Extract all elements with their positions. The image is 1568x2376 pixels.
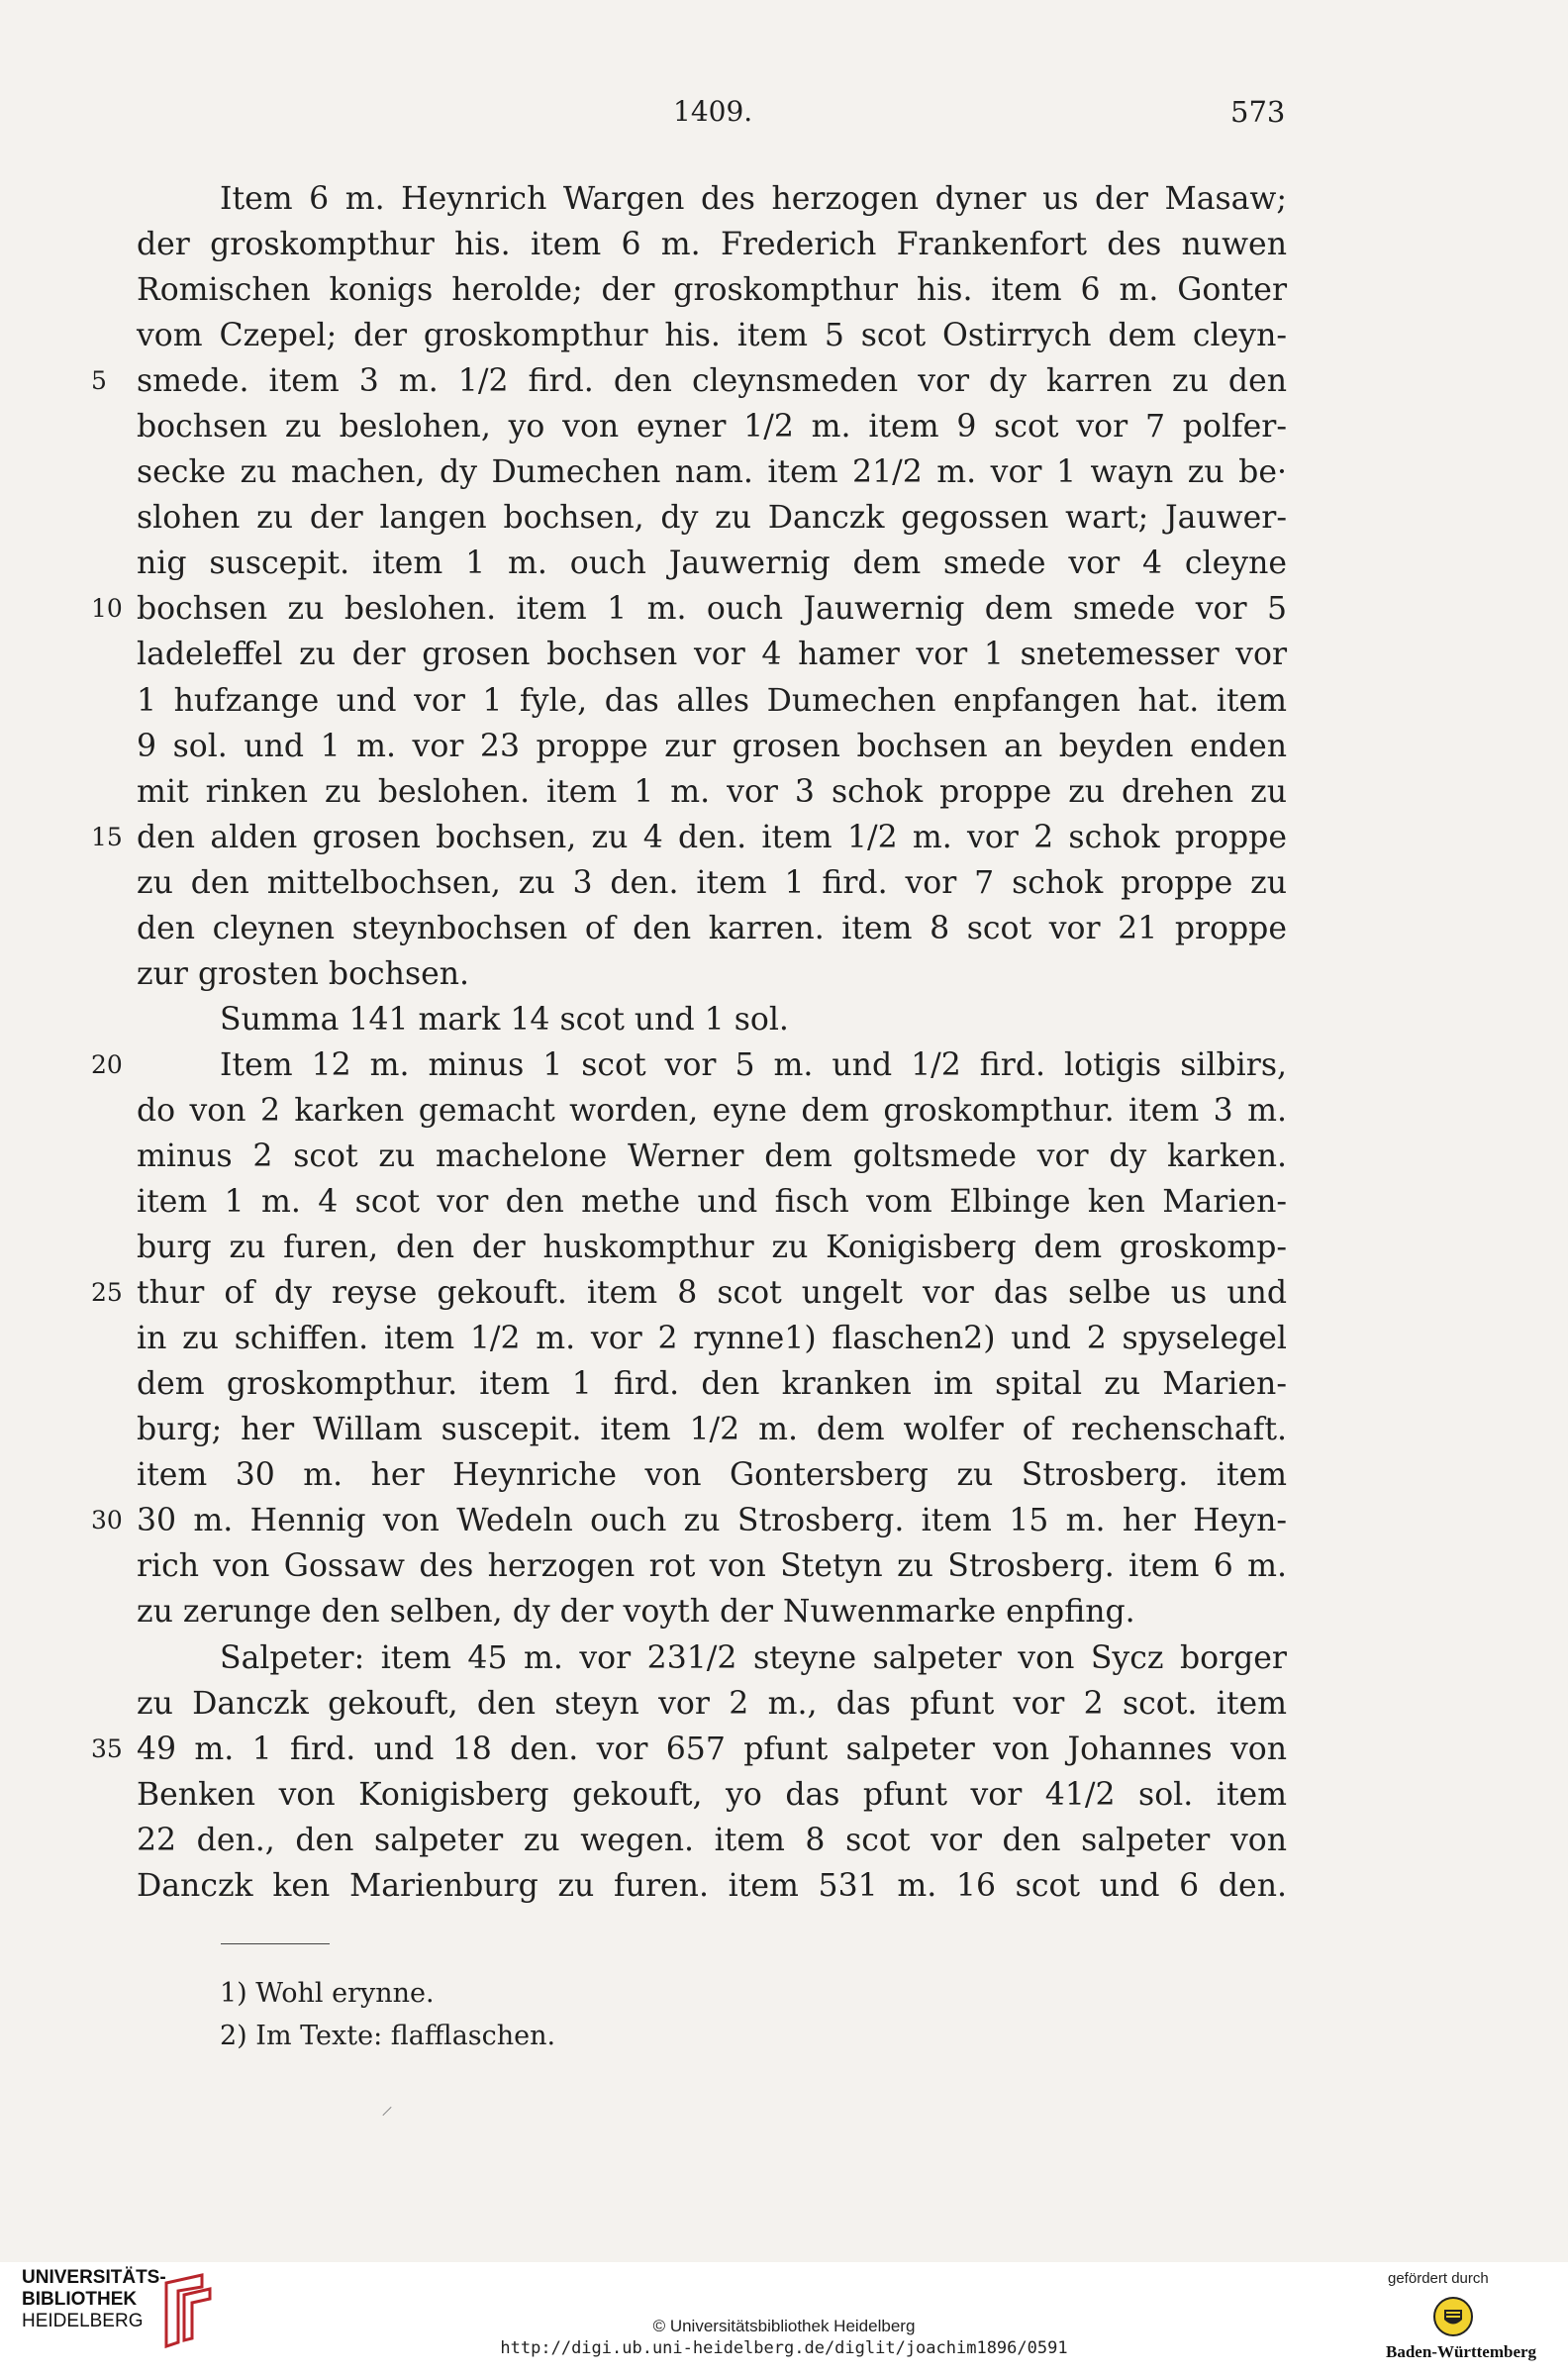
- text-line: [137, 997, 1287, 1042]
- line-text: 9 sol. und 1 m. vor 23 proppe zur grosen bochsen an beyden enden: [137, 728, 1287, 764]
- line-text: burg; her Willam suscepit. item 1/2 m. dem wolfer of rechenschaft.: [137, 1412, 1287, 1448]
- line-text: vom Czepel; der groskompthur his. item 5 scot Ostirrych dem cleyn-: [137, 318, 1287, 354]
- line-text: 1 hufzange und vor 1 fyle, das alles Dumechen enpfangen hat. item: [137, 682, 1287, 719]
- line-number: 30: [91, 1506, 123, 1535]
- line-text: Summa 141 mark 14 scot und 1 sol.: [220, 1001, 789, 1038]
- line-text: Benken von Konigisberg gekouft, yo das pfunt vor 41/2 sol. item: [137, 1776, 1287, 1813]
- funder-name: Baden-Württemberg: [1386, 2342, 1537, 2361]
- line-text: 49 m. 1 fird. und 18 den. vor 657 pfunt salpeter von Johannes von: [137, 1731, 1287, 1767]
- text-line: [91, 1498, 1287, 1543]
- text-line: [91, 1727, 1287, 1772]
- library-line-2: BIBLIOTHEK: [22, 2289, 138, 2310]
- line-number: 10: [91, 594, 123, 624]
- text-line: [137, 1772, 1287, 1818]
- line-text: bochsen zu beslohen, yo von eyner 1/2 m. item 9 scot vor 7 polfer-: [137, 409, 1287, 446]
- line-text: secke zu machen, dy Dumechen nam. item 21/2 m. vor 1 wayn zu be·: [137, 454, 1287, 491]
- line-text: minus 2 scot zu machelone Werner dem goltsmede vor dy karken.: [137, 1138, 1287, 1174]
- line-text: Romischen konigs herolde; der groskompthur his. item 6 m. Gonter: [137, 272, 1287, 309]
- text-line: [137, 1134, 1287, 1179]
- text-line: [137, 313, 1287, 358]
- text-line: [137, 724, 1287, 769]
- source-url-link[interactable]: http://digi.ub.uni-heidelberg.de/diglit/joachim1896/0591: [500, 2338, 1068, 2358]
- text-line: [137, 1681, 1287, 1727]
- text-line: [137, 1316, 1287, 1361]
- library-line-1: UNIVERSITÄTS-: [22, 2267, 166, 2288]
- running-year: 1409.: [673, 95, 753, 128]
- text-line: [137, 769, 1287, 815]
- line-text: slohen zu der langen bochsen, dy zu Danczk gegossen wart; Jauwer-: [137, 500, 1287, 537]
- text-line: [137, 404, 1287, 449]
- line-text: den cleynen steynbochsen of den karren. item 8 scot vor 21 proppe: [137, 910, 1287, 946]
- text-line: [91, 358, 1287, 404]
- line-text: Salpeter: item 45 m. vor 231/2 steyne salpeter von Sycz borger: [220, 1639, 1287, 1676]
- body-text: [91, 176, 1287, 1909]
- line-text: dem groskompthur. item 1 fird. den kranken im spital zu Marien-: [137, 1366, 1287, 1403]
- text-line: [137, 678, 1287, 724]
- text-line: [91, 586, 1287, 632]
- line-text: in zu schiffen. item 1/2 m. vor 2 rynne1) flaschen2) und 2 spyselegel: [137, 1321, 1287, 1357]
- line-text: item 1 m. 4 scot vor den methe und fisch vom Elbinge ken Marien-: [137, 1184, 1287, 1221]
- text-line: [137, 495, 1287, 541]
- text-line: [137, 1863, 1287, 1909]
- text-line: [137, 176, 1287, 222]
- copyright-text: © Universitätsbibliothek Heidelberg: [652, 2317, 916, 2335]
- text-line: [137, 267, 1287, 313]
- text-line: [137, 222, 1287, 267]
- line-number: 20: [91, 1049, 123, 1079]
- line-text: Item 6 m. Heynrich Wargen des herzogen dyner us der Masaw;: [220, 181, 1287, 217]
- text-line: [137, 1543, 1287, 1589]
- text-line: [137, 1225, 1287, 1270]
- text-line: [137, 1088, 1287, 1134]
- coat-of-arms-icon: [1431, 2295, 1475, 2338]
- line-text: do von 2 karken gemacht worden, eyne dem groskompthur. item 3 m.: [137, 1092, 1287, 1129]
- page-header: [0, 95, 1568, 135]
- footnote-1: 1) Wohl erynne.: [220, 1978, 435, 2009]
- text-line: [137, 1818, 1287, 1863]
- line-text: ladeleffel zu der grosen bochsen vor 4 hamer vor 1 snetemesser vor: [137, 637, 1287, 673]
- library-line-3: HEIDELBERG: [22, 2311, 144, 2331]
- line-text: nig suscepit. item 1 m. ouch Jauwernig dem smede vor 4 cleyne: [137, 545, 1287, 582]
- line-text: bochsen zu beslohen. item 1 m. ouch Jauwernig dem smede vor 5: [137, 591, 1287, 628]
- page-number: 573: [1230, 95, 1286, 129]
- line-text: der groskompthur his. item 6 m. Frederich Frankenfort des nuwen: [137, 227, 1287, 263]
- funder-label: gefördert durch: [1388, 2270, 1489, 2287]
- line-text: zu Danczk gekouft, den steyn vor 2 m., das pfunt vor 2 scot. item: [137, 1685, 1287, 1722]
- text-line: [137, 541, 1287, 586]
- text-line: [137, 1407, 1287, 1452]
- footnotes: [220, 1972, 555, 2057]
- line-text: den alden grosen bochsen, zu 4 den. item 1/2 m. vor 2 schok proppe: [137, 819, 1287, 855]
- line-text: zu zerunge den selben, dy der voyth der Nuwenmarke enpfing.: [137, 1594, 1135, 1631]
- text-line: [137, 1452, 1287, 1498]
- line-text: mit rinken zu beslohen. item 1 m. vor 3 schok proppe zu drehen zu: [137, 773, 1287, 810]
- line-text: Item 12 m. minus 1 scot vor 5 m. und 1/2 fird. lotigis silbirs,: [220, 1046, 1287, 1083]
- text-line: [137, 1589, 1287, 1634]
- text-line: [137, 1179, 1287, 1225]
- text-line: [91, 815, 1287, 860]
- line-text: burg zu furen, den der huskompthur zu Konigisberg dem groskomp-: [137, 1230, 1287, 1266]
- line-text: zur grosten bochsen.: [137, 955, 470, 992]
- text-line: [137, 951, 1287, 997]
- line-text: smede. item 3 m. 1/2 fird. den cleynsmeden vor dy karren zu den: [137, 363, 1287, 400]
- line-number: 5: [91, 366, 107, 396]
- line-number: 25: [91, 1278, 123, 1308]
- text-line: [137, 860, 1287, 906]
- line-text: thur of dy reyse gekouft. item 8 scot ungelt vor das selbe us und: [137, 1275, 1287, 1312]
- text-line: [91, 1042, 1287, 1088]
- line-number: 35: [91, 1733, 123, 1763]
- line-text: rich von Gossaw des herzogen rot von Stetyn zu Strosberg. item 6 m.: [137, 1548, 1287, 1585]
- text-line: [137, 449, 1287, 495]
- stray-mark: [382, 2107, 391, 2116]
- line-text: item 30 m. her Heynriche von Gontersberg zu Strosberg. item: [137, 1457, 1287, 1494]
- line-number: 15: [91, 822, 123, 851]
- line-text: zu den mittelbochsen, zu 3 den. item 1 fird. vor 7 schok proppe zu: [137, 864, 1287, 901]
- line-text: Danczk ken Marienburg zu furen. item 531 m. 16 scot und 6 den.: [137, 1867, 1287, 1904]
- text-line: [91, 1270, 1287, 1316]
- line-text: 22 den., den salpeter zu wegen. item 8 scot vor den salpeter von: [137, 1822, 1287, 1858]
- footnote-2: 2) Im Texte: flafflaschen.: [220, 2021, 556, 2051]
- footnote-rule: [221, 1943, 330, 1944]
- text-line: [137, 906, 1287, 951]
- text-line: [137, 1635, 1287, 1681]
- line-text: 30 m. Hennig von Wedeln ouch zu Strosberg. item 15 m. her Heyn-: [137, 1503, 1287, 1539]
- text-line: [137, 632, 1287, 677]
- text-line: [137, 1361, 1287, 1407]
